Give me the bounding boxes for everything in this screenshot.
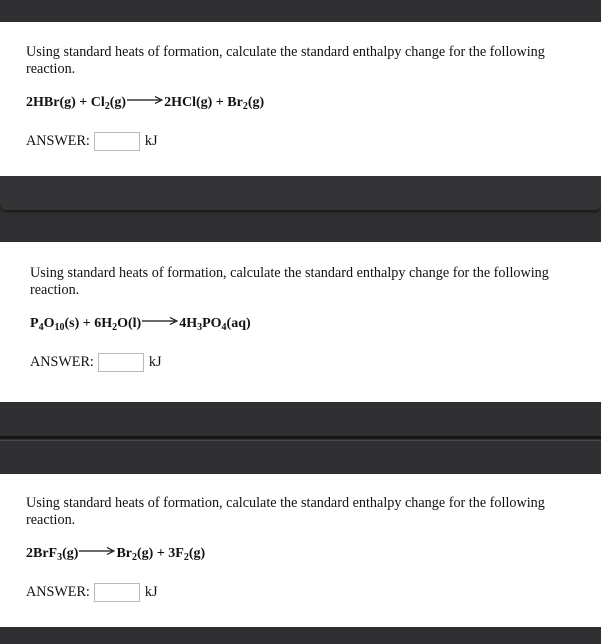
answer-row [26, 583, 582, 602]
answer-label: ANSWER: [26, 584, 90, 600]
answer-label: ANSWER: [30, 354, 94, 370]
answer-label: ANSWER: [26, 133, 90, 149]
reaction-arrow-icon [142, 316, 178, 326]
answer-input[interactable] [94, 583, 140, 602]
reaction-arrow-icon [127, 95, 163, 105]
top-dark-bar [0, 0, 601, 22]
reaction-equation: $2HBr(g) + Cl_2(g)$ $2HCl(g) + Br_2(g)$ [26, 95, 265, 112]
question-prompt: Using standard heats of formation, calculate the standard enthalpy change for the following reaction. [30, 265, 549, 298]
unit-label: kJ [144, 584, 158, 600]
unit-label: kJ [148, 354, 162, 370]
question-2 [30, 265, 586, 372]
bottom-dark-bar [0, 627, 601, 644]
reaction-equation: 2BrF$_3$(g) $Br_2(g) + 3F_2(g)$ [26, 546, 206, 563]
question-3 [26, 495, 582, 602]
divider-bar [0, 176, 601, 242]
answer-input[interactable] [94, 132, 140, 151]
divider-line [0, 436, 601, 439]
answer-row [30, 353, 586, 372]
question-prompt: Using standard heats of formation, calculate the standard enthalpy change for the following reaction. [26, 44, 545, 77]
question-prompt: Using standard heats of formation, calculate the standard enthalpy change for the following reaction. [26, 495, 545, 528]
answer-row [26, 132, 582, 151]
collapsed-card [0, 176, 601, 210]
answer-input[interactable] [98, 353, 144, 372]
divider-bar [0, 402, 601, 474]
divider-line [0, 440, 601, 441]
reaction-arrow-icon [79, 546, 115, 556]
unit-label: kJ [144, 133, 158, 149]
question-1 [26, 44, 582, 151]
reaction-equation: $P_4O_{10}(s) + 6H_2O(l)$ $4H_3PO_4(aq)$ [30, 316, 251, 333]
